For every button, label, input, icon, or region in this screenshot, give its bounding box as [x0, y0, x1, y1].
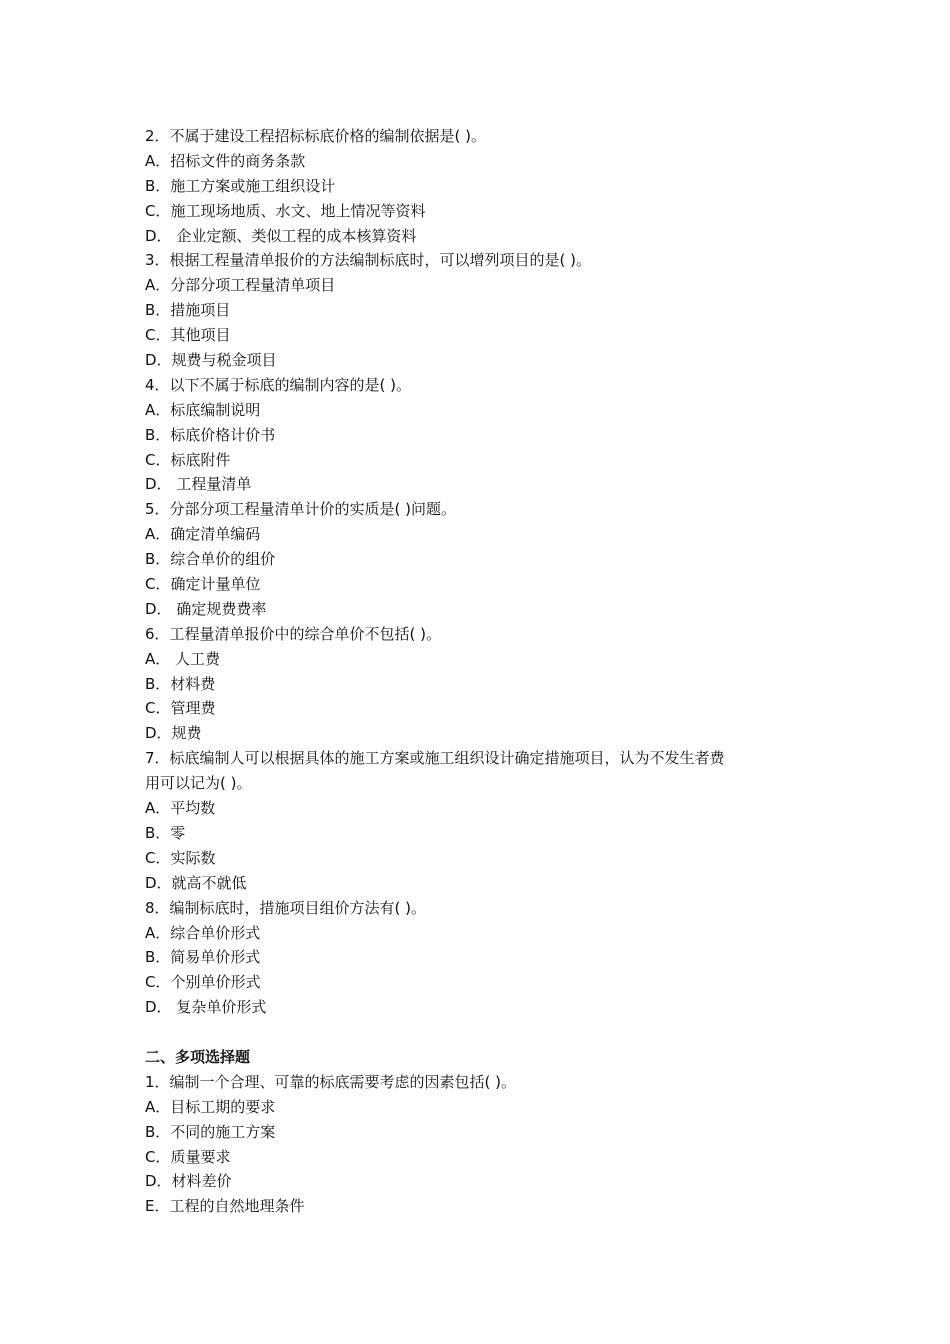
question-stem: 4．以下不属于标底的编制内容的是( )。: [145, 375, 412, 394]
option-c: C．实际数: [145, 848, 216, 867]
option-d: D． 复杂单价形式: [145, 998, 267, 1017]
option-a: A．综合单价形式: [145, 923, 261, 942]
option-b: B．材料费: [145, 674, 216, 693]
option-b: B．施工方案或施工组织设计: [145, 176, 336, 195]
option-a: A．招标文件的商务条款: [145, 151, 306, 170]
question-stem: 3．根据工程量清单报价的方法编制标底时，可以增列项目的是( )。: [145, 251, 592, 270]
option-c: C．施工现场地质、水文、地上情况等资料: [145, 201, 426, 220]
option-a: A．确定清单编码: [145, 525, 261, 544]
option-d: D． 确定规费费率: [145, 599, 267, 618]
question-stem-continued: 用可以记为( )。: [145, 774, 252, 793]
option-c: C．管理费: [145, 699, 216, 718]
option-b: B．简易单价形式: [145, 948, 261, 967]
option-e: E．工程的自然地理条件: [145, 1197, 305, 1216]
question-stem: 8．编制标底时，措施项目组价方法有( )。: [145, 898, 427, 917]
option-d: D． 企业定额、类似工程的成本核算资料: [145, 226, 417, 245]
option-a: A．分部分项工程量清单项目: [145, 276, 336, 295]
option-c: C．其他项目: [145, 326, 231, 345]
question-stem: 2．不属于建设工程招标标底价格的编制依据是( )。: [145, 127, 487, 145]
option-a: A．目标工期的要求: [145, 1097, 276, 1116]
question-stem: 5．分部分项工程量清单计价的实质是( )问题。: [145, 500, 457, 519]
question-stem: 1．编制一个合理、可靠的标底需要考虑的因素包括( )。: [145, 1072, 517, 1091]
option-a: A． 人工费: [145, 649, 221, 668]
question-stem: 6．工程量清单报价中的综合单价不包括( )。: [145, 624, 442, 643]
option-c: C．标底附件: [145, 450, 231, 469]
question-stem: 7．标底编制人可以根据具体的施工方案或施工组织设计确定措施项目，认为不发生者费: [145, 749, 725, 768]
option-b: B．标底价格计价书: [145, 425, 276, 444]
option-d: D．就高不就低: [145, 873, 247, 892]
option-d: D． 工程量清单: [145, 475, 252, 494]
option-c: C．质量要求: [145, 1147, 231, 1166]
option-b: B．措施项目: [145, 301, 231, 320]
document-page: [145, 124, 810, 1219]
option-a: A．平均数: [145, 799, 216, 818]
option-d: D．材料差价: [145, 1172, 232, 1191]
option-a: A．标底编制说明: [145, 400, 261, 419]
option-c: C．确定计量单位: [145, 575, 261, 594]
option-d: D．规费: [145, 724, 202, 743]
section-spacer: [145, 1020, 810, 1045]
option-b: B．综合单价的组价: [145, 550, 276, 569]
option-d: D．规费与税金项目: [145, 351, 277, 370]
option-c: C．个别单价形式: [145, 973, 261, 992]
option-b: B．零: [145, 823, 186, 842]
option-b: B．不同的施工方案: [145, 1122, 276, 1141]
section-heading: 二、多项选择题: [145, 1047, 251, 1066]
